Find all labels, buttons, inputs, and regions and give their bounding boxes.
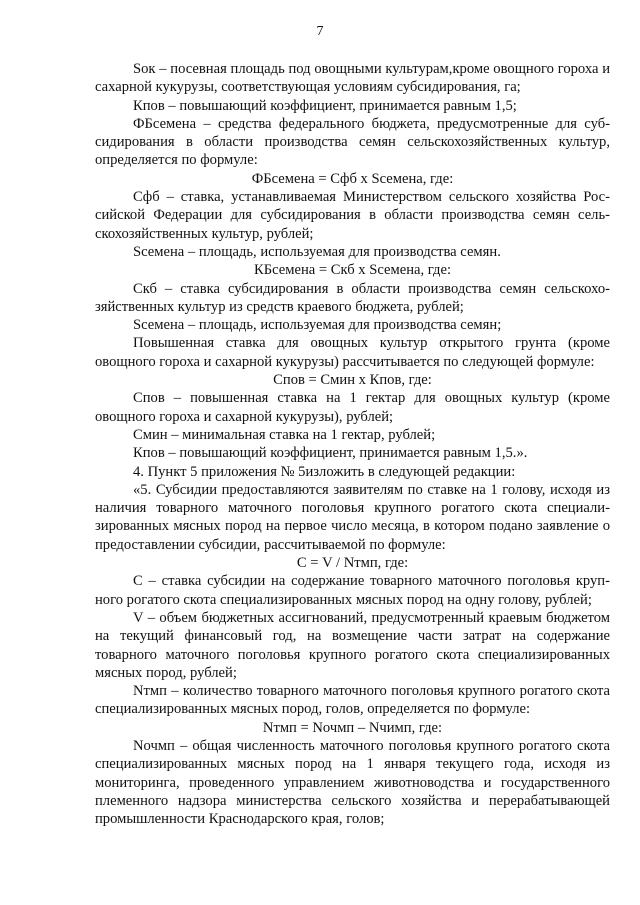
- paragraph-s-semena-definition-2: Sсемена – площадь, используемая для производства семян;: [133, 317, 502, 334]
- paragraph-kpov-definition: Кпов – повышающий коэффициент, принимается равным 1,5;: [133, 97, 517, 114]
- formula-c: С = V / Nтмп, где:: [296, 555, 409, 572]
- paragraph-fb-semena-definition: ФБсемена – средства федерального бюджета, предусмотренные для субсидирования в области производства семян сельскохозяйственных культур, определяется по формуле:: [95, 115, 610, 169]
- paragraph-smin-definition: Смин – минимальная ставка на 1 гектар, рублей;: [133, 426, 436, 443]
- formula-fb-semena: ФБсемена = Сфб х Sсемена, где:: [251, 170, 454, 187]
- document-body: [95, 60, 610, 828]
- paragraph-v-definition: V – объем бюджетных ассигнований, предусмотренный краевым бюджетом на текущий финансовый год, на возмещение части затрат на содержание товарного маточного поголовья крупного рогатого скота специализированных мясных пород, рублей;: [95, 609, 610, 681]
- paragraph-spov-definition: Спов – повышенная ставка на 1 гектар для овощных культур (кроме овощного гороха и сахарной кукурузы), рублей;: [95, 390, 610, 425]
- paragraph-increased-rate: Повышенная ставка для овощных культур открытого грунта (кроме овощного гороха и сахарной кукурузы) рассчитывается по следующей формуле:: [95, 335, 610, 370]
- formula-spov: Спов = Смин х Кпов, где:: [273, 372, 432, 389]
- paragraph-item-4: 4. Пункт 5 приложения № 5изложить в следующей редакции:: [133, 463, 516, 480]
- paragraph-kpov-definition-2: Кпов – повышающий коэффициент, принимается равным 1,5.».: [133, 445, 528, 462]
- paragraph-sok-definition: Sок – посевная площадь под овощными культурам,кроме овощного гороха и сахарной кукурузы, соответствующая условиям субсидирования, га;: [95, 61, 610, 96]
- formula-kb-semena: КБсемена = Скб х Sсемена, где:: [253, 262, 451, 279]
- paragraph-item-5-subsidies: «5. Субсидии предоставляются заявителям по ставке на 1 голову, исходя из наличия товарного маточного поголовья крупного рогатого скота специализированных мясных пород на первое число месяца, в котором подано заявление о предоставлении субсидии, рассчитываемой по формуле:: [95, 481, 610, 553]
- paragraph-nochmp-definition: Nочмп – общая численность маточного поголовья крупного рогатого скота специализированных мясных пород на 1 января текущего года, исходя из мониторинга, проведенного управлением животноводства и государственного племенного надзора министерства сельского хозяйства и перерабатывающей промышленности Краснодарского края, голов;: [95, 737, 610, 828]
- paragraph-s-semena-definition: Sсемена – площадь, используемая для производства семян.: [133, 243, 501, 260]
- paragraph-skb-definition: Скб – ставка субсидирования в области производства семян сельскохозяйственных культур из средств краевого бюджета, рублей;: [95, 280, 610, 315]
- page-number: 7: [316, 24, 324, 39]
- paragraph-ntmp-definition: Nтмп – количество товарного маточного поголовья крупного рогатого скота специализированных мясных пород, голов, определяется по формуле:: [95, 683, 610, 718]
- paragraph-sfb-definition: Сфб – ставка, устанавливаемая Министерством сельского хозяйства Российской Федерации для субсидирования в области производства семян сельскохозяйственных культур, рублей;: [95, 189, 610, 242]
- formula-ntmp: Nтмп = Nочмп – Nчимп, где:: [262, 719, 443, 736]
- paragraph-c-definition: С – ставка субсидии на содержание товарного маточного поголовья крупного рогатого скота специализированных мясных пород на одну голову, рублей;: [95, 573, 610, 608]
